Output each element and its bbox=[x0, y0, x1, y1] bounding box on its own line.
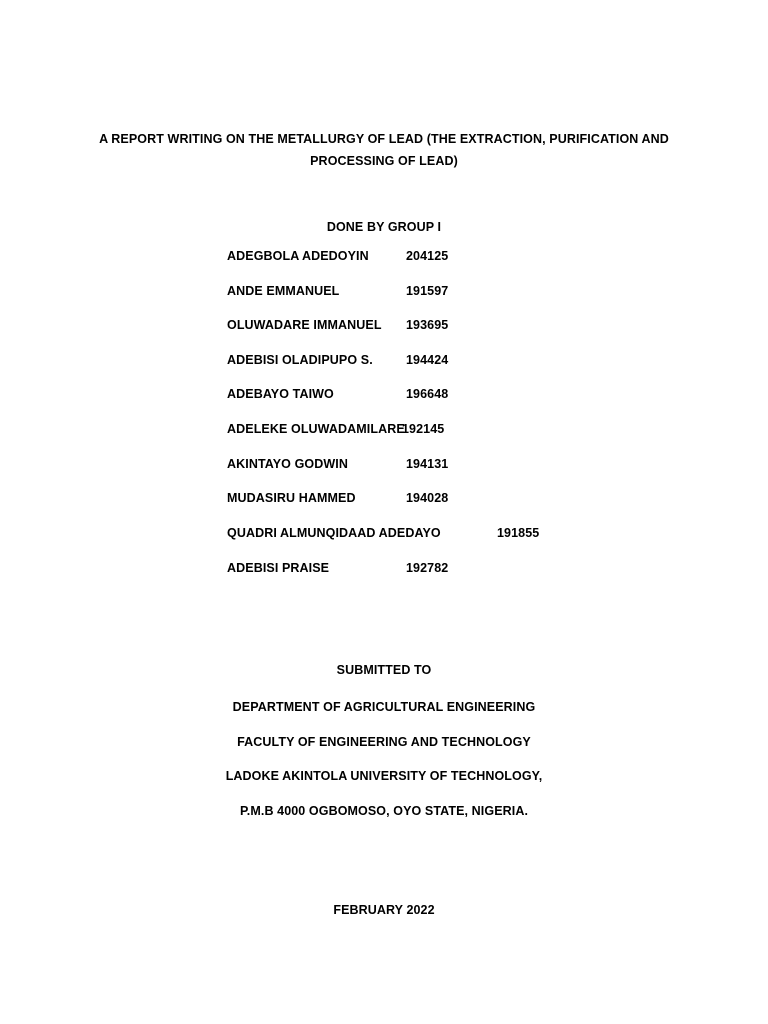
member-id: 194131 bbox=[406, 457, 449, 471]
member-name: ADEBISI PRAISE bbox=[227, 561, 330, 575]
member-id: 196648 bbox=[406, 387, 449, 401]
university-name: LADOKE AKINTOLA UNIVERSITY OF TECHNOLOGY, bbox=[225, 769, 543, 783]
member-id: 192782 bbox=[406, 561, 449, 575]
member-name: ADEBAYO TAIWO bbox=[227, 387, 334, 401]
member-id: 191855 bbox=[497, 526, 540, 540]
faculty-name: FACULTY OF ENGINEERING AND TECHNOLOGY bbox=[237, 735, 531, 749]
group-heading: DONE BY GROUP I bbox=[326, 220, 442, 234]
university-address: P.M.B 4000 OGBOMOSO, OYO STATE, NIGERIA. bbox=[239, 804, 529, 818]
report-date: FEBRUARY 2022 bbox=[333, 903, 435, 917]
member-name: ADEGBOLA ADEDOYIN bbox=[227, 249, 369, 263]
member-name: MUDASIRU HAMMED bbox=[227, 491, 356, 505]
member-name: ADELEKE OLUWADAMILARE bbox=[227, 422, 405, 436]
department-name: DEPARTMENT OF AGRICULTURAL ENGINEERING bbox=[232, 700, 536, 714]
member-id: 204125 bbox=[406, 249, 449, 263]
member-name: QUADRI ALMUNQIDAAD ADEDAYO bbox=[227, 526, 441, 540]
member-id: 194424 bbox=[406, 353, 449, 367]
member-id: 192145 bbox=[402, 422, 445, 436]
submitted-to-heading: SUBMITTED TO bbox=[336, 663, 432, 677]
member-id: 191597 bbox=[406, 284, 449, 298]
member-name: ADEBISI OLADIPUPO S. bbox=[227, 353, 373, 367]
member-name: AKINTAYO GODWIN bbox=[227, 457, 348, 471]
member-name: ANDE EMMANUEL bbox=[227, 284, 340, 298]
member-id: 193695 bbox=[406, 318, 449, 332]
member-name: OLUWADARE IMMANUEL bbox=[227, 318, 382, 332]
member-id: 194028 bbox=[406, 491, 449, 505]
report-title: A REPORT WRITING ON THE METALLURGY OF LEAD (THE EXTRACTION, PURIFICATION AND PROCESSING OF LEAD) bbox=[99, 132, 669, 168]
